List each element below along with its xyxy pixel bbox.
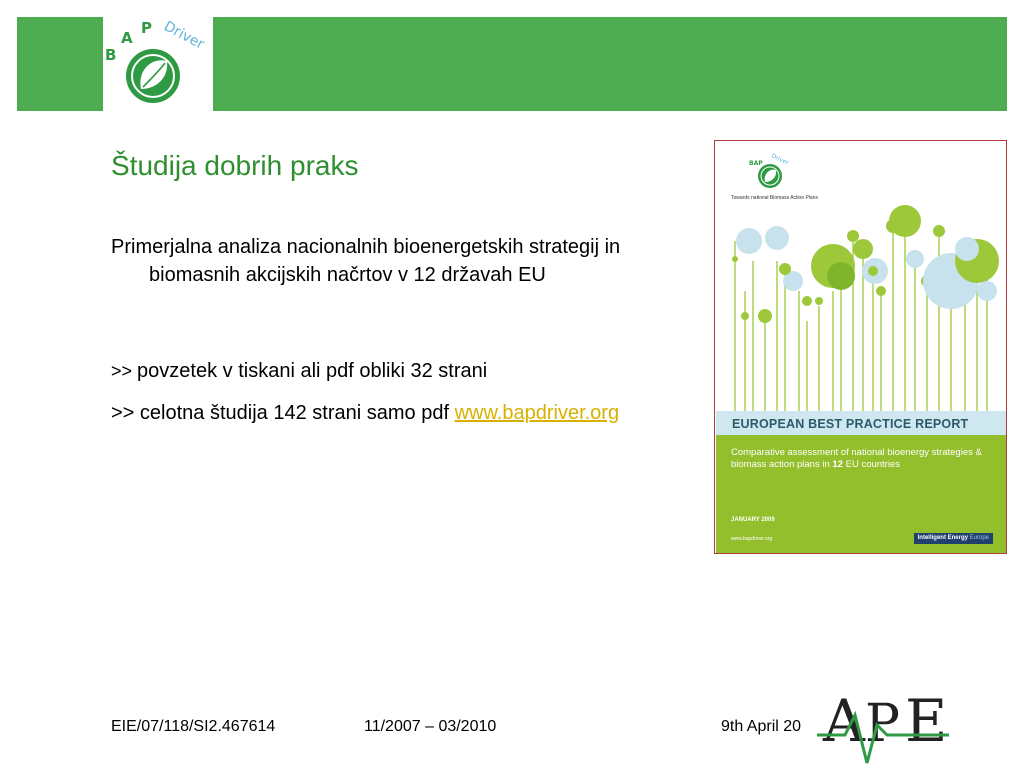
slide-content	[111, 233, 671, 427]
footer-project-period: 11/2007 – 03/2010	[364, 718, 497, 735]
website-link[interactable]: www.bapdriver.org	[454, 402, 620, 424]
report-cover	[714, 140, 1007, 554]
bap-driver-logo	[103, 17, 213, 111]
badge-sub: Europe	[969, 535, 989, 541]
footer-date: 9th April 20	[721, 718, 802, 735]
cover-logo-letters: BAP	[749, 160, 763, 167]
ape-logo-letter-p: P	[865, 694, 900, 754]
logo-word: Driver	[161, 18, 207, 53]
intelligent-energy-badge	[914, 533, 993, 544]
paragraph-text: povzetek v tiskani ali pdf obliki 32 strani	[137, 360, 488, 382]
cover-logo-word: Driver	[770, 152, 790, 167]
paragraph-full-study	[111, 399, 671, 427]
badge-main: Intelligent Energy	[917, 535, 968, 541]
cover-tagline: Towards national Biomass Action Plans	[731, 195, 818, 201]
cover-subtitle-part: EU countries	[842, 459, 900, 470]
paragraph-summary	[111, 357, 671, 385]
slide-title: Študija dobrih praks	[111, 150, 359, 181]
cover-artwork	[715, 141, 1006, 411]
ape-logo-letter-a: A	[823, 687, 865, 755]
cover-title: EUROPEAN BEST PRACTICE REPORT	[732, 417, 969, 431]
cover-website: www.bapdriver.org	[731, 536, 773, 542]
logo-letter-p: P	[141, 19, 152, 37]
logo-letter-b: B	[105, 46, 117, 64]
paragraph-prefix: >>	[111, 402, 140, 424]
paragraph-analysis	[111, 233, 671, 289]
ape-logo-letter-e: E	[905, 687, 948, 755]
cover-subtitle-number: 12	[832, 459, 843, 470]
cover-info-panel	[716, 435, 1007, 554]
logo-letter-a: A	[121, 29, 133, 47]
paragraph-text: Primerjalna analiza nacionalnih bioenergetskih strategij in biomasnih akcijskih načrtov v 12 državah EU	[111, 236, 621, 286]
cover-subtitle	[731, 447, 991, 471]
footer-project-code: EIE/07/118/SI2.467614	[111, 718, 276, 735]
cover-title-band	[716, 411, 1007, 435]
paragraph-prefix: >>	[111, 361, 138, 381]
cover-subtitle-part: Comparative assessment of national bioenergy strategies & biomass action plans in	[731, 447, 982, 470]
cover-date: JANUARY 2009	[731, 517, 775, 523]
paragraph-text: celotna študija 142 strani samo pdf	[139, 402, 449, 424]
ape-logo	[815, 675, 955, 768]
